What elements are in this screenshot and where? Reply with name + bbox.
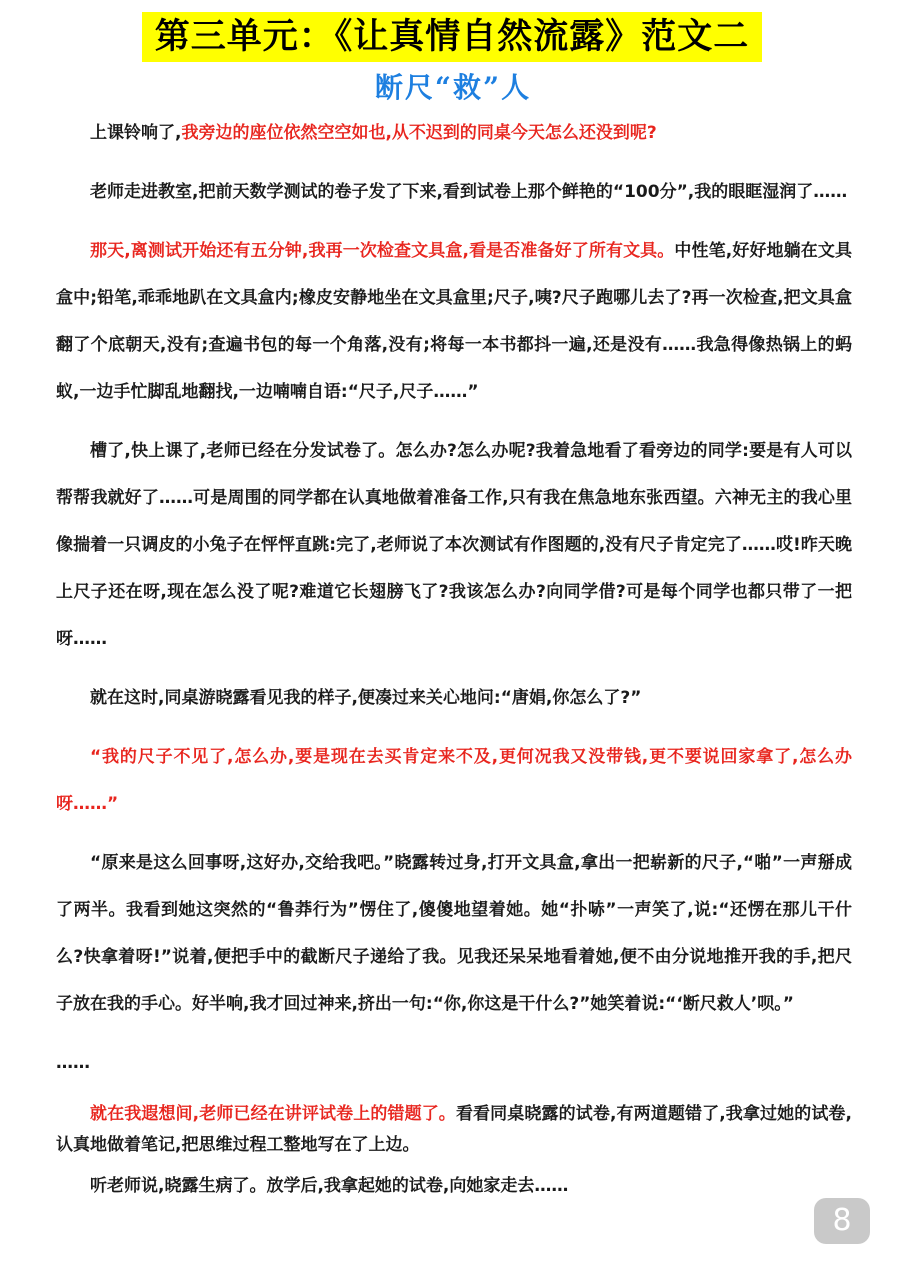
essay-body (56, 110, 852, 1212)
paragraph-5: 就在这时,同桌游晓露看见我的样子,便凑过来关心地问:“唐娟,你怎么了?” (90, 688, 642, 708)
highlighted-sentence: 那天,离测试开始还有五分钟,我再一次检查文具盒,看是否准备好了所有文具。 (90, 241, 675, 261)
highlighted-sentence: “我的尺子不见了,怎么办,要是现在去买肯定来不及,更何况我又没带钱,更不要说回家拿了,怎么办呀……” (56, 747, 852, 814)
paragraph-8: 就在我遐想间,老师已经在讲评试卷上的错题了。看看同桌晓露的试卷,有两道题错了,我拿过她的试卷,认真地做着笔记,把思维过程工整地写在了上边。 (56, 1104, 853, 1155)
paragraph-1: 上课铃响了,我旁边的座位依然空空如也,从不迟到的同桌今天怎么还没到呢? (90, 123, 657, 143)
highlighted-sentence: 就在我遐想间,老师已经在讲评试卷上的错题了。 (90, 1104, 456, 1124)
paragraph-7: “原来是这么回事呀,这好办,交给我吧。”晓露转过身,打开文具盒,拿出一把崭新的尺子,“啪”一声掰成了两半。我看到她这突然的“鲁莽行为”愣住了,傻傻地望着她。她“扑哧”一声笑了,说:“还愣在那儿干什么?快拿着呀!”说着,便把手中的截断尺子递给了我。见我还呆呆地看着她,便不由分说地推开我的手,把尺子放在我的手心。好半响,我才回过神来,挤出一句:“你,你这是干什么?”她笑着说:“‘断尺救人’呗。” (56, 853, 852, 1014)
paragraph-3: 那天,离测试开始还有五分钟,我再一次检查文具盒,看是否准备好了所有文具。中性笔,好好地躺在文具盒中;铅笔,乖乖地趴在文具盒内;橡皮安静地坐在文具盒里;尺子,咦?尺子跑哪儿去了?再一次检查,把文具盒翻了个底朝天,没有;查遍书包的每一个角落,没有;将每一本书都抖一遍,还是没有……我急得像热锅上的蚂蚁,一边手忙脚乱地翻找,一边喃喃自语:“尺子,尺子……” (56, 241, 853, 402)
paragraph-9: 听老师说,晓露生病了。放学后,我拿起她的试卷,向她家走去…… (90, 1176, 569, 1196)
paragraph-4: 槽了,快上课了,老师已经在分发试卷了。怎么办?怎么办呢?我着急地看了看旁边的同学:要是有人可以帮帮我就好了……可是周围的同学都在认真地做着准备工作,只有我在焦急地东张西望。六神无主的我心里像揣着一只调皮的小兔子在怦怦直跳:完了,老师说了本次测试有作图题的,没有尺子肯定完了……哎!昨天晚上尺子还在呀,现在怎么没了呢?难道它长翅膀飞了?我该怎么办?向同学借?可是每个同学也都只带了一把呀…… (56, 441, 852, 649)
essay-subtitle: 断尺“救”人 (374, 71, 532, 104)
page-title: 第三单元：《让真情自然流露》范文二 (154, 16, 750, 57)
paragraph-2: 老师走进教室,把前天数学测试的卷子发了下来,看到试卷上那个鲜艳的“100分”,我的眼眶湿润了…… (90, 182, 848, 202)
highlighted-sentence: 我旁边的座位依然空空如也,从不迟到的同桌今天怎么还没到呢? (181, 123, 657, 143)
page-number-badge: 8 (814, 1198, 870, 1244)
paragraph-6 (56, 734, 852, 828)
ellipsis-line: …… (56, 1053, 90, 1073)
